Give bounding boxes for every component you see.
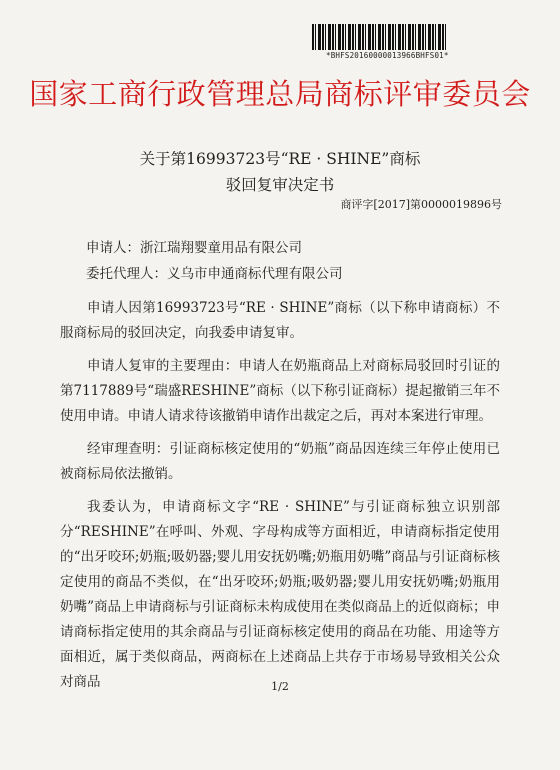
paragraph-opinion: 我委认为，申请商标文字“RE · SHINE”与引证商标独立识别部分“RESHINE”在呼叫、外观、字母构成等方面相近，申请商标指定使用的“出牙咬环;奶瓶;吸奶器;婴儿用安抚奶嘴;奶瓶用奶嘴”商品与引证商标核定使用的商品不类似，在“出牙咬环;奶瓶;吸奶器;婴儿用安抚奶嘴;奶瓶用奶嘴”商品上申请商标与引证商标未构成使用在类似商品上的近似商标；申请商标指定使用的其余商品与引证商标核定使用的商品在功能、用途等方面相近，属于类似商品，两商标在上述商品上共存于市场易导致相关公众对商品 bbox=[60, 499, 500, 690]
document-title-line-1: 关于第16993723号“RE · SHINE”商标 bbox=[139, 150, 421, 168]
paragraph-findings: 经审理查明：引证商标核定使用的“奶瓶”商品因连续三年停止使用已被商标局依法撤销。 bbox=[60, 441, 500, 482]
agent-line: 委托代理人：义乌市申通商标代理有限公司 bbox=[86, 266, 343, 282]
applicant-line: 申请人：浙江瑞翔婴童用品有限公司 bbox=[86, 240, 302, 256]
paragraph-applicant-reasons: 申请人复审的主要理由：申请人在奶瓶商品上对商标局驳回时引证的第7117889号“瑞盛RESHINE”商标（以下称引证商标）提起撤销三年不使用申请。申请人请求待该撤销申请作出裁定之后，再对本案进行审理。 bbox=[60, 358, 500, 424]
page-number: 1/2 bbox=[271, 680, 289, 693]
organization-title: 国家工商行政管理总局商标评审委员会 bbox=[29, 77, 531, 111]
paragraph-application: 申请人因第16993723号“RE · SHINE”商标（以下称申请商标）不服商标局的驳回决定，向我委申请复审。 bbox=[60, 300, 500, 341]
document-body bbox=[60, 296, 500, 703]
barcode bbox=[312, 24, 448, 50]
document-title-line-2: 驳回复审决定书 bbox=[225, 176, 335, 194]
barcode-text: *BHFS20160000013966BHFS01* bbox=[326, 51, 449, 60]
document-title bbox=[0, 146, 560, 198]
document-number: 商评字[2017]第0000019896号 bbox=[340, 198, 502, 211]
